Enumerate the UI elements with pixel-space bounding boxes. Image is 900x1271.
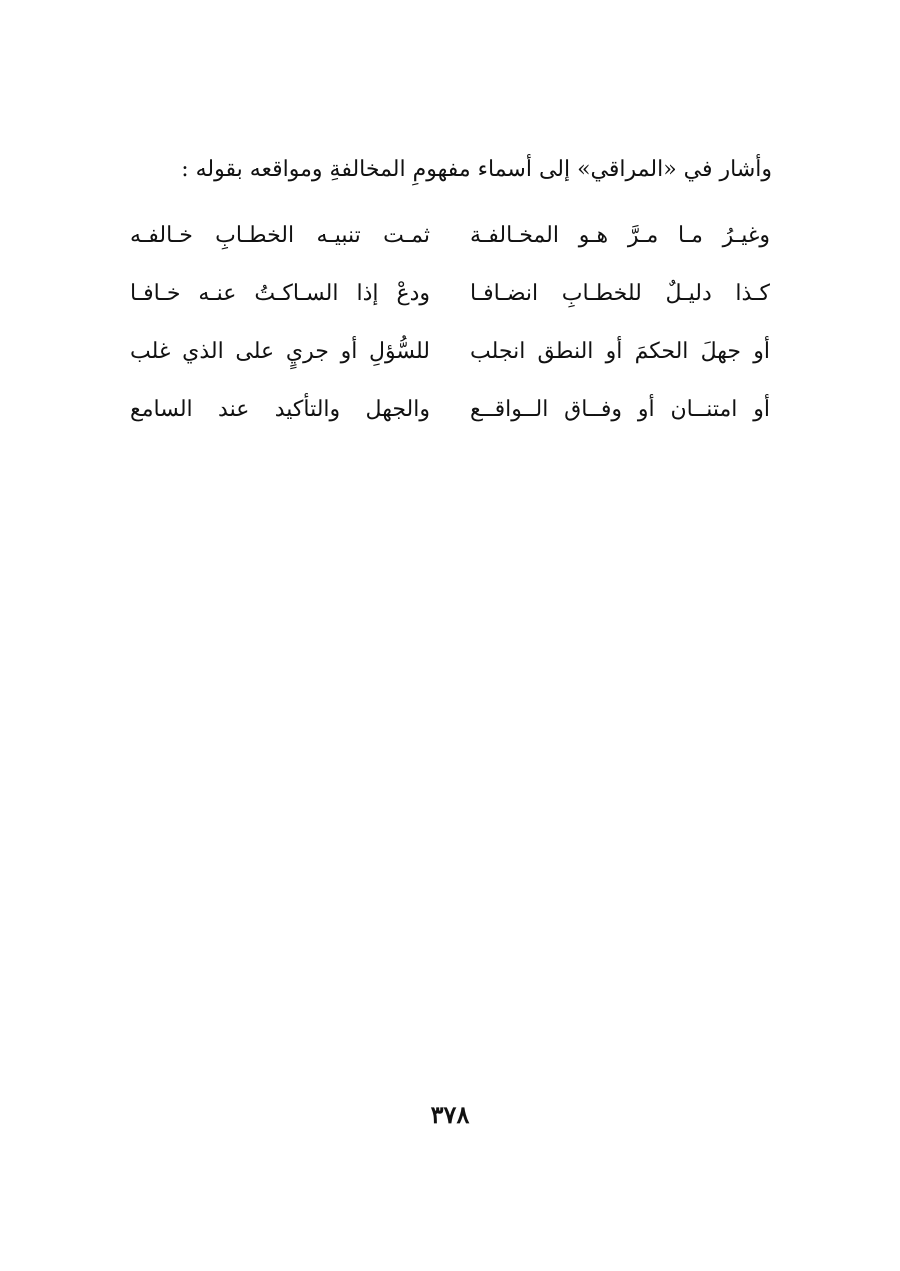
poem-verses — [130, 207, 770, 439]
verse-line — [130, 381, 770, 439]
page-number: ٣٧٨ — [430, 1100, 470, 1129]
verse-second-hemistich: والجهل والتأكيد عند السامع — [130, 397, 430, 422]
verse-first-hemistich: وغيـرُ مـا مـرَّ هـو المخـالفـة — [470, 223, 770, 248]
verse-line — [130, 323, 770, 381]
intro-paragraph: وأشار في «المراقي» إلى أسماء مفهومِ المخالفةِ ومواقعه بقوله : — [181, 157, 772, 182]
verse-second-hemistich: ثمـت تنبيـه الخطـابِ خـالفـه — [130, 223, 430, 248]
verse-second-hemistich: للسُّؤلِ أو جريٍ على الذي غلب — [130, 339, 430, 364]
verse-line — [130, 265, 770, 323]
verse-first-hemistich: أو امتنــان أو وفــاق الــواقــع — [470, 397, 770, 422]
verse-line — [130, 207, 770, 265]
verse-first-hemistich: أو جهلَ الحكمَ أو النطق انجلب — [470, 339, 770, 364]
verse-first-hemistich: كـذا دليـلٌ للخطـابِ انضـافـا — [470, 281, 770, 306]
verse-second-hemistich: ودعْ إذا السـاكـتُ عنـه خـافـا — [130, 281, 430, 306]
